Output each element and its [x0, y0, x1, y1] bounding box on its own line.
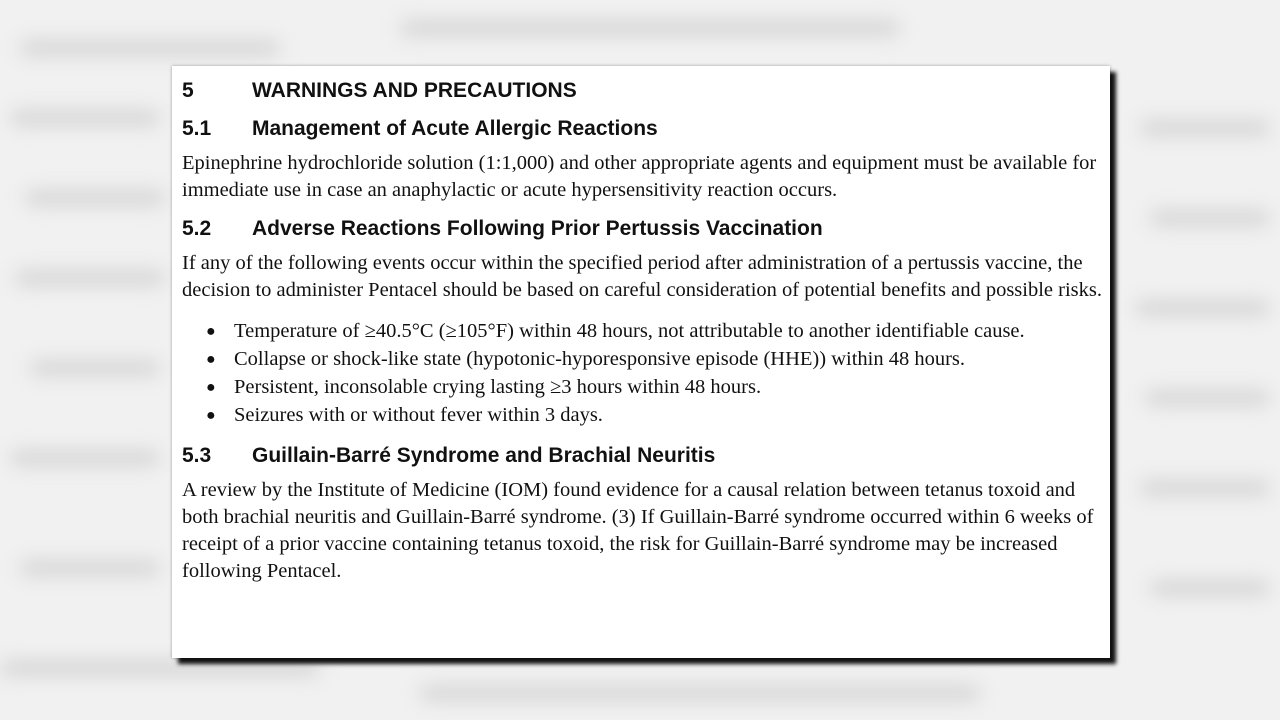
document-page — [172, 66, 1110, 658]
list-item-text: Temperature of ≥40.5°C (≥105°F) within 48 hours, not attributable to another identifiable cause. — [234, 320, 1025, 342]
section-5-3-heading — [182, 441, 1110, 471]
blurred-text-line — [1150, 210, 1270, 226]
blurred-text-line — [25, 190, 165, 206]
blurred-text-line — [1150, 580, 1270, 596]
list-item — [182, 374, 1082, 401]
section-title: Guillain-Barré Syndrome and Brachial Neuritis — [252, 444, 716, 467]
section-5-heading — [182, 76, 1110, 106]
blurred-text-line — [420, 685, 980, 701]
list-item-text: Seizures with or without fever within 3 days. — [234, 404, 603, 426]
section-5-2-body: If any of the following events occur within the specified period after administration of a pertussis vaccine, the decision to administer Pentacel should be based on careful consideration of potential benefits and possible risks. — [182, 252, 1102, 301]
blurred-text-line — [1140, 120, 1270, 136]
section-number: 5.1 — [182, 117, 212, 140]
blurred-text-line — [10, 110, 160, 126]
blurred-text-line — [1145, 390, 1270, 406]
section-title: Management of Acute Allergic Reactions — [252, 117, 658, 140]
section-title: WARNINGS AND PRECAUTIONS — [252, 79, 577, 102]
blurred-text-line — [1135, 300, 1270, 316]
blurred-text-line — [30, 360, 160, 376]
section-5-3-body: A review by the Institute of Medicine (IOM) found evidence for a causal relation between tetanus toxoid and both brachial neuritis and Guillain-Barré syndrome. (3) If Guillain-Barré syndrome occurred within 6 weeks of receipt of a prior vaccine containing tetanus toxoid, the risk for Guillain-Barré syndrome may be increased following Pentacel. — [182, 479, 1094, 582]
bullet-icon: ● — [206, 351, 216, 368]
bullet-icon: ● — [206, 379, 216, 396]
section-number: 5 — [182, 79, 194, 102]
list-item-text: Persistent, inconsolable crying lasting ≥3 hours within 48 hours. — [234, 376, 762, 398]
blurred-text-line — [400, 20, 900, 36]
blurred-text-line — [15, 270, 165, 286]
blurred-text-line — [1140, 480, 1270, 496]
section-5-2-heading — [182, 214, 1110, 244]
section-5-1-heading — [182, 114, 1110, 144]
list-item — [182, 346, 1082, 373]
bullet-icon: ● — [206, 407, 216, 424]
blurred-text-line — [0, 660, 320, 676]
bullet-list — [182, 318, 1082, 429]
bullet-icon: ● — [206, 323, 216, 340]
section-title: Adverse Reactions Following Prior Pertussis Vaccination — [252, 217, 823, 240]
section-number: 5.3 — [182, 444, 212, 467]
section-number: 5.2 — [182, 217, 212, 240]
blurred-text-line — [20, 40, 280, 56]
blurred-text-line — [10, 450, 160, 466]
blurred-text-line — [20, 560, 160, 576]
list-item — [182, 402, 1082, 429]
list-item-text: Collapse or shock-like state (hypotonic-hyporesponsive episode (HHE)) within 48 hours. — [234, 348, 966, 370]
list-item — [182, 318, 1082, 345]
section-5-1-body: Epinephrine hydrochloride solution (1:1,000) and other appropriate agents and equipment must be available for immediate use in case an anaphylactic or acute hypersensitivity reaction occurs. — [182, 152, 1097, 201]
